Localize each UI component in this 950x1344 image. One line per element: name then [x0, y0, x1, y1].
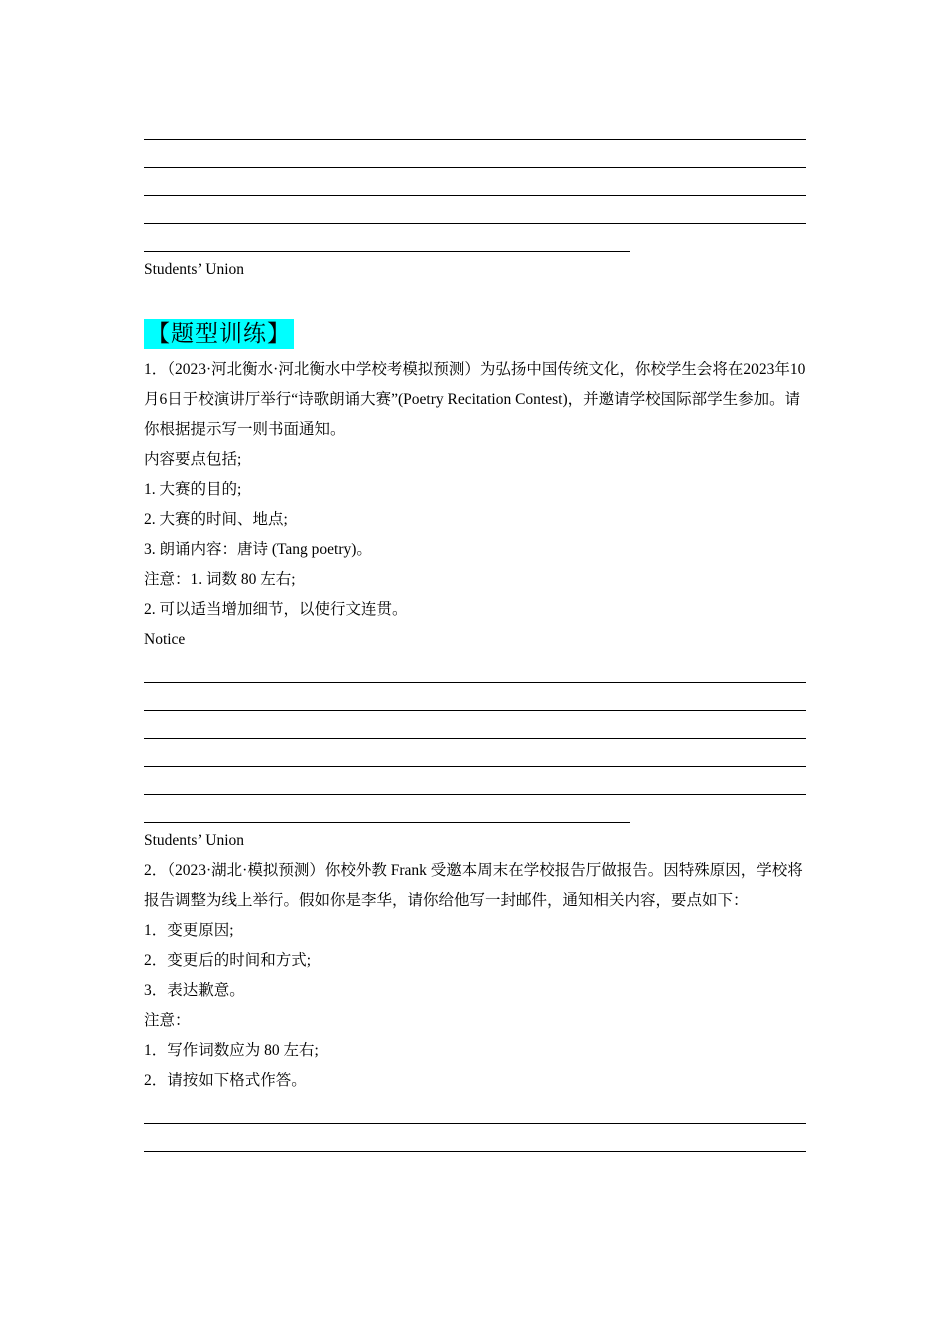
q1-signature: Students’ Union: [144, 832, 245, 849]
question-1: [144, 355, 806, 856]
answer-line[interactable]: [144, 683, 806, 711]
section-heading-label: 【题型训练】: [144, 319, 294, 349]
signature-top: Students’ Union: [144, 261, 245, 278]
answer-line[interactable]: [144, 196, 806, 224]
answer-line[interactable]: [144, 711, 806, 739]
answer-line[interactable]: [144, 1096, 806, 1124]
answer-line[interactable]: [144, 767, 806, 795]
answer-lines-q2: [144, 1096, 806, 1152]
answer-line[interactable]: [144, 739, 806, 767]
q2-point: 1．变更原因;: [144, 922, 234, 939]
q2-prompt: 2．（2023·湖北·模拟预测）你校外教 Frank 受邀本周末在学校报告厅做报告。因特殊原因，学校将报告调整为线上举行。假如你是李华，请你给他写一封邮件，通知相关内容，要点如下：: [144, 862, 803, 909]
q1-note: 2. 可以适当增加细节，以使行文连贯。: [144, 601, 408, 618]
answer-line[interactable]: [144, 1124, 806, 1152]
q1-note: 注意：1. 词数 80 左右;: [144, 571, 296, 588]
q1-points-intro: 内容要点包括;: [144, 451, 242, 468]
q2-note: 1．写作词数应为 80 左右;: [144, 1042, 319, 1059]
question-2: [144, 856, 806, 1152]
q1-point: 2. 大赛的时间、地点;: [144, 511, 288, 528]
section-heading: [144, 319, 806, 351]
answer-line[interactable]: [144, 112, 806, 140]
answer-line[interactable]: [144, 655, 806, 683]
answer-lines-top: [144, 112, 806, 252]
q2-point: 2．变更后的时间和方式;: [144, 952, 312, 969]
q1-point: 1. 大赛的目的;: [144, 481, 242, 498]
answer-line[interactable]: [144, 140, 806, 168]
q1-point: 3. 朗诵内容：唐诗 (Tang poetry)。: [144, 541, 372, 558]
q1-prompt: 1．（2023·河北衡水·河北衡水中学校考模拟预测）为弘扬中国传统文化，你校学生会将在2023年10月6日于校演讲厅举行“诗歌朗诵大赛”(Poetry Recitation Contest)，并邀请学校国际部学生参加。请你根据提示写一则书面通知。: [144, 361, 806, 438]
answer-line[interactable]: [144, 795, 630, 823]
q1-notice-title: Notice: [144, 631, 186, 648]
q2-notes-intro: 注意：: [144, 1012, 191, 1029]
answer-line[interactable]: [144, 224, 630, 252]
q2-note: 2．请按如下格式作答。: [144, 1072, 307, 1089]
answer-line[interactable]: [144, 168, 806, 196]
answer-lines-q1: [144, 655, 806, 823]
q2-point: 3．表达歉意。: [144, 982, 245, 999]
document-content: [144, 112, 806, 1152]
